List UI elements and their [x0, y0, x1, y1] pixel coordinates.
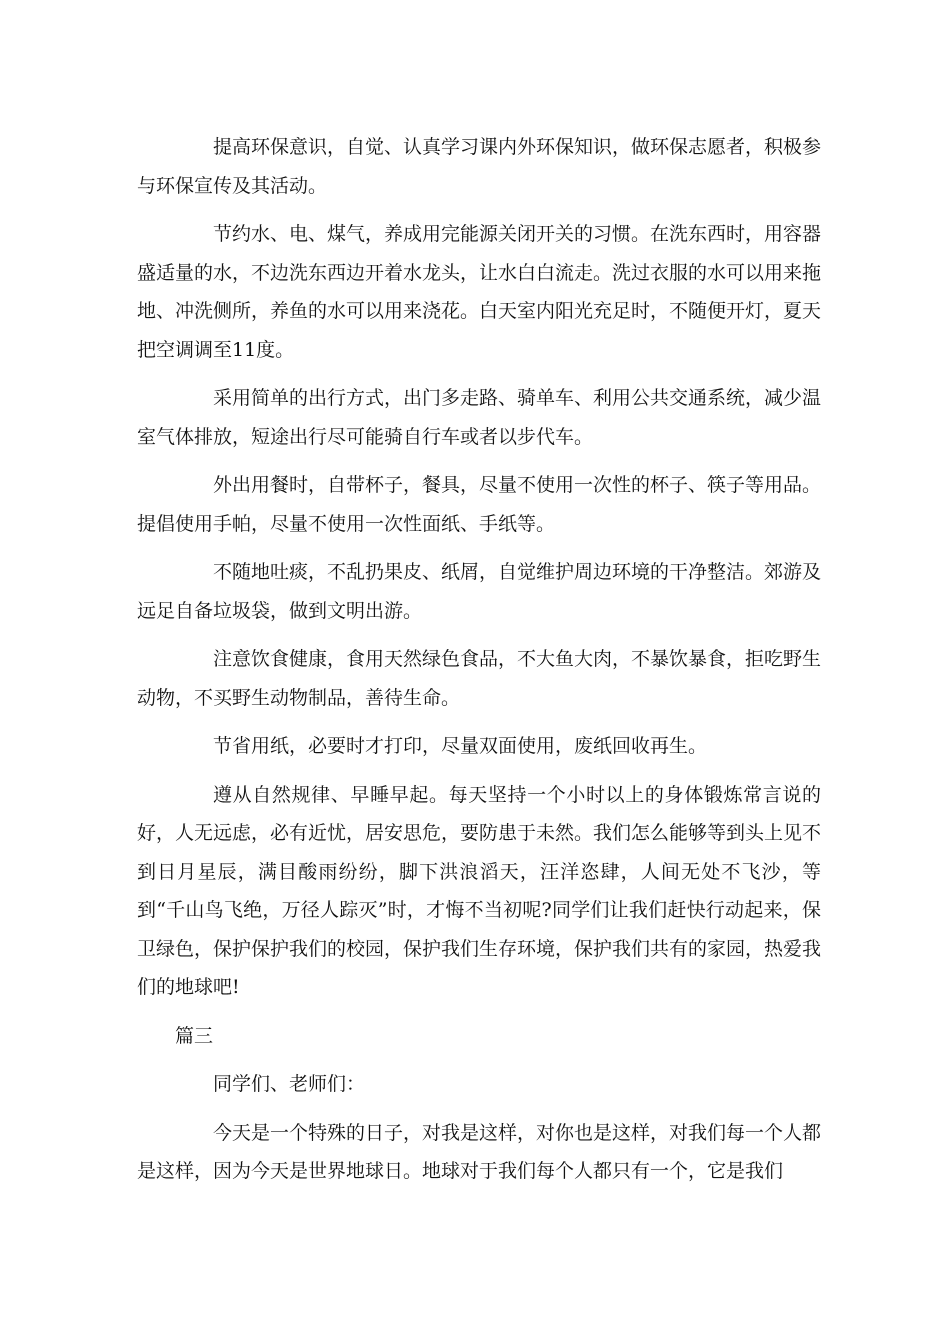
greeting: 同学们、老师们： — [213, 1073, 366, 1095]
paragraph-awareness: 提高环保意识，自觉、认真学习课内外环保知识，做环保志愿者，积极参与环保宣传及其活动。 — [137, 136, 822, 197]
paragraph-call-to-action: 遵从自然规律、早睡早起。每天坚持一个小时以上的身体锻炼常言说的好，人无远虑，必有近忧，居安思危，要防患于未然。我们怎么能够等到头上见不到日月星辰，满目酸雨纷纷，脚下洪浪滔天，汪洋恣肆，人间无处不飞沙，等到“千山鸟飞绝，万径人踪灭”时，才悔不当初呢?同学们让我们赶快行动起来，保卫绿色，保护保护我们的校园，保护我们生存环境，保护我们共有的家园，热爱我们的地球吧! — [137, 783, 822, 998]
section-heading: 篇三 — [175, 1024, 214, 1047]
paragraph-paper: 节省用纸，必要时才打印，尽量双面使用，废纸回收再生。 — [213, 735, 708, 757]
document-body — [137, 128, 821, 1201]
paragraph-save-resources: 节约水、电、煤气，养成用完能源关闭开关的习惯。在洗东西时，用容器盛适量的水，不边洗东西边开着水龙头，让水白白流走。洗过衣服的水可以用来拖地、冲洗侧所，养鱼的水可以用来浇花。白天室内阳光充足时，不随便开灯，夏天把空调调至11度。 — [137, 223, 822, 361]
paragraph-earth-day: 今天是一个特殊的日子，对我是这样，对你也是这样，对我们每一个人都是这样，因为今天是世界地球日。地球对于我们每个人都只有一个，它是我们 — [137, 1121, 822, 1182]
paragraph-dining: 外出用餐时，自带杯子，餐具，尽量不使用一次性的杯子、筷子等用品。提倡使用手帕，尽量不使用一次性面纸、手纸等。 — [137, 474, 822, 535]
paragraph-diet: 注意饮食健康，食用天然绿色食品，不大鱼大肉，不暴饮暴食，拒吃野生动物，不买野生动物制品，善待生命。 — [137, 648, 822, 709]
paragraph-cleanliness: 不随地吐痰，不乱扔果皮、纸屑，自觉维护周边环境的干净整洁。郊游及远足自备垃圾袋，做到文明出游。 — [137, 561, 822, 622]
paragraph-travel: 采用简单的出行方式，出门多走路、骑单车、利用公共交通系统，减少温室气体排放，短途出行尽可能骑自行车或者以步代车。 — [137, 387, 822, 448]
